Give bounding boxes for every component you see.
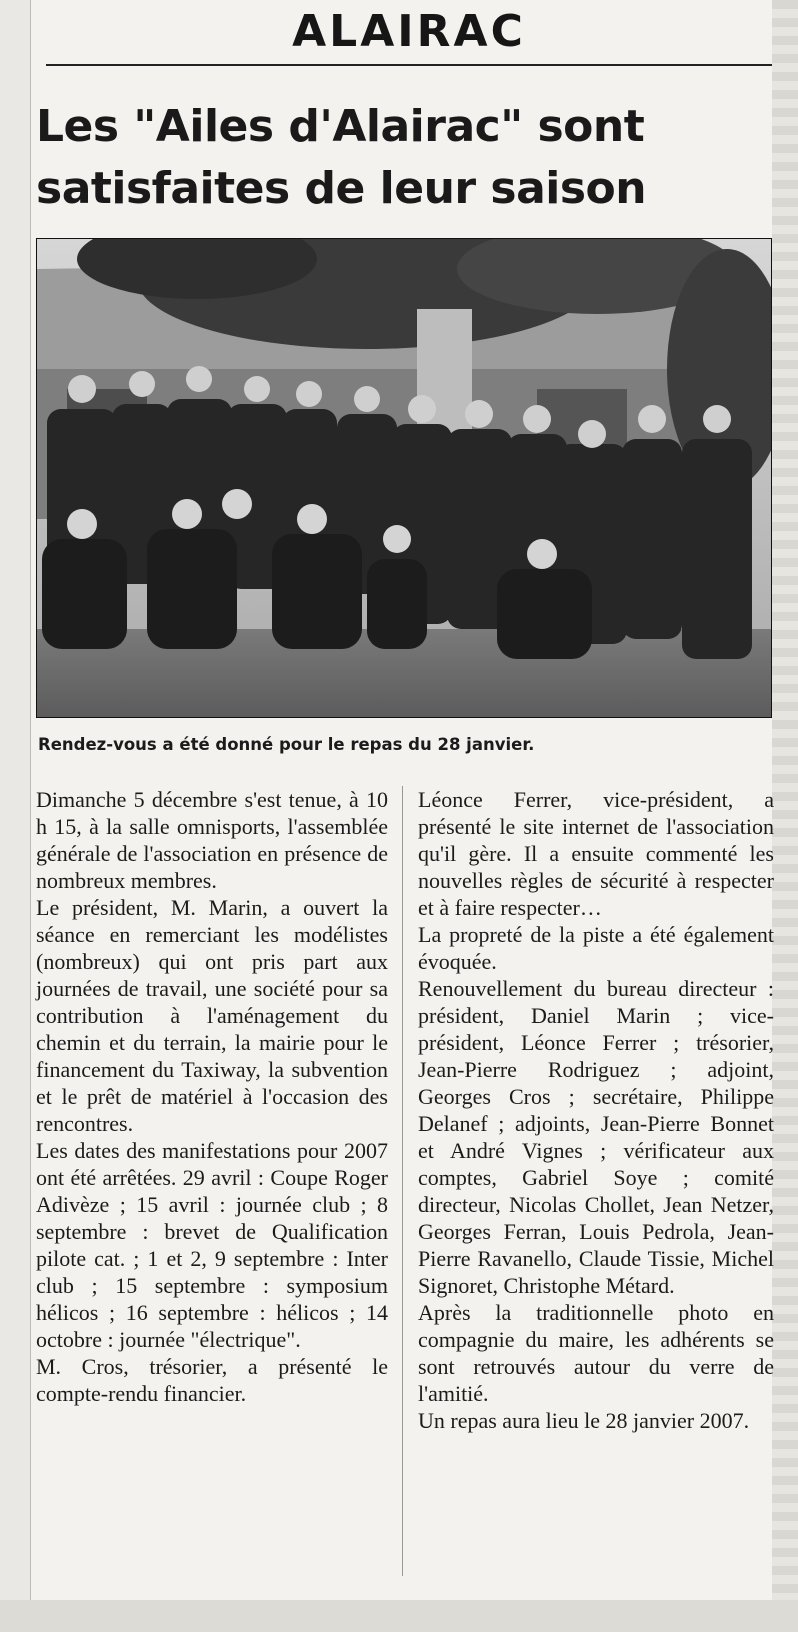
section-header xyxy=(46,4,772,66)
paragraph: Le président, M. Marin, a ouvert la séance en remerciant les modélistes (nombreux) qui ont pris part aux journées de travail, une société pour sa contribution à l'aménagement du chemin et du terrain, la mairie pour le financement du Taxiway, la subvention et le prêt de matériel à l'occasion des rencontres. xyxy=(36,895,388,1136)
group-photo-image xyxy=(37,239,771,717)
column-divider xyxy=(402,786,403,1576)
article-column-2 xyxy=(418,786,774,1434)
article-column-1 xyxy=(36,786,388,1407)
paragraph: Les dates des manifestations pour 2007 ont été arrêtées. 29 avril : Coupe Roger Adivèze ; 15 avril : journée club ; 8 septembre : brevet de Qualification pilote cat. ; 1 et 2, 9 septembre : Inter club ; 15 septembre : symposium hélicos ; 16 septembre : hélicos ; 14 octobre : journée "électrique". xyxy=(36,1138,388,1352)
paragraph: Léonce Ferrer, vice-président, a présenté le site internet de l'association qu'il gère. Il a ensuite commenté les nouvelles règles de sécurité à respecter et à faire respecter… xyxy=(418,787,774,920)
article-headline: Les "Ailes d'Alairac" sont satisfaites de leur saison xyxy=(36,101,647,214)
paragraph: M. Cros, trésorier, a présenté le compte-rendu financier. xyxy=(36,1354,388,1406)
section-title: ALAIRAC xyxy=(292,6,526,57)
paragraph: Renouvellement du bureau directeur : président, Daniel Marin ; vice-président, Léonce Ferrer ; trésorier, Jean-Pierre Rodriguez ; adjoint, Georges Cros ; secrétaire, Philippe Delanef ; adjoints, Jean-Pierre Bonnet et André Vignes ; vérificateur aux comptes, Gabriel Soye ; comité directeur, Nicolas Chollet, Jean Netzer, Georges Ferran, Louis Pedrola, Jean-Pierre Ravanello, Claude Tissie, Michel Signoret, Christophe Métard. xyxy=(418,976,774,1298)
paragraph: Un repas aura lieu le 28 janvier 2007. xyxy=(418,1408,750,1433)
paragraph: La propreté de la piste a été également évoquée. xyxy=(418,922,774,974)
paragraph: Après la traditionnelle photo en compagnie du maire, les adhérents se sont retrouvés autour du verre de l'amitié. xyxy=(418,1300,774,1406)
page-bottom-edge xyxy=(0,1600,798,1632)
adjacent-column-fragment xyxy=(772,0,798,1632)
paragraph: Dimanche 5 décembre s'est tenue, à 10 h 15, à la salle omnisports, l'assemblée générale de l'association en présence de nombreux membres. xyxy=(36,787,388,893)
photo-caption: Rendez-vous a été donné pour le repas du 28 janvier. xyxy=(38,735,535,754)
group-photo xyxy=(36,238,772,718)
